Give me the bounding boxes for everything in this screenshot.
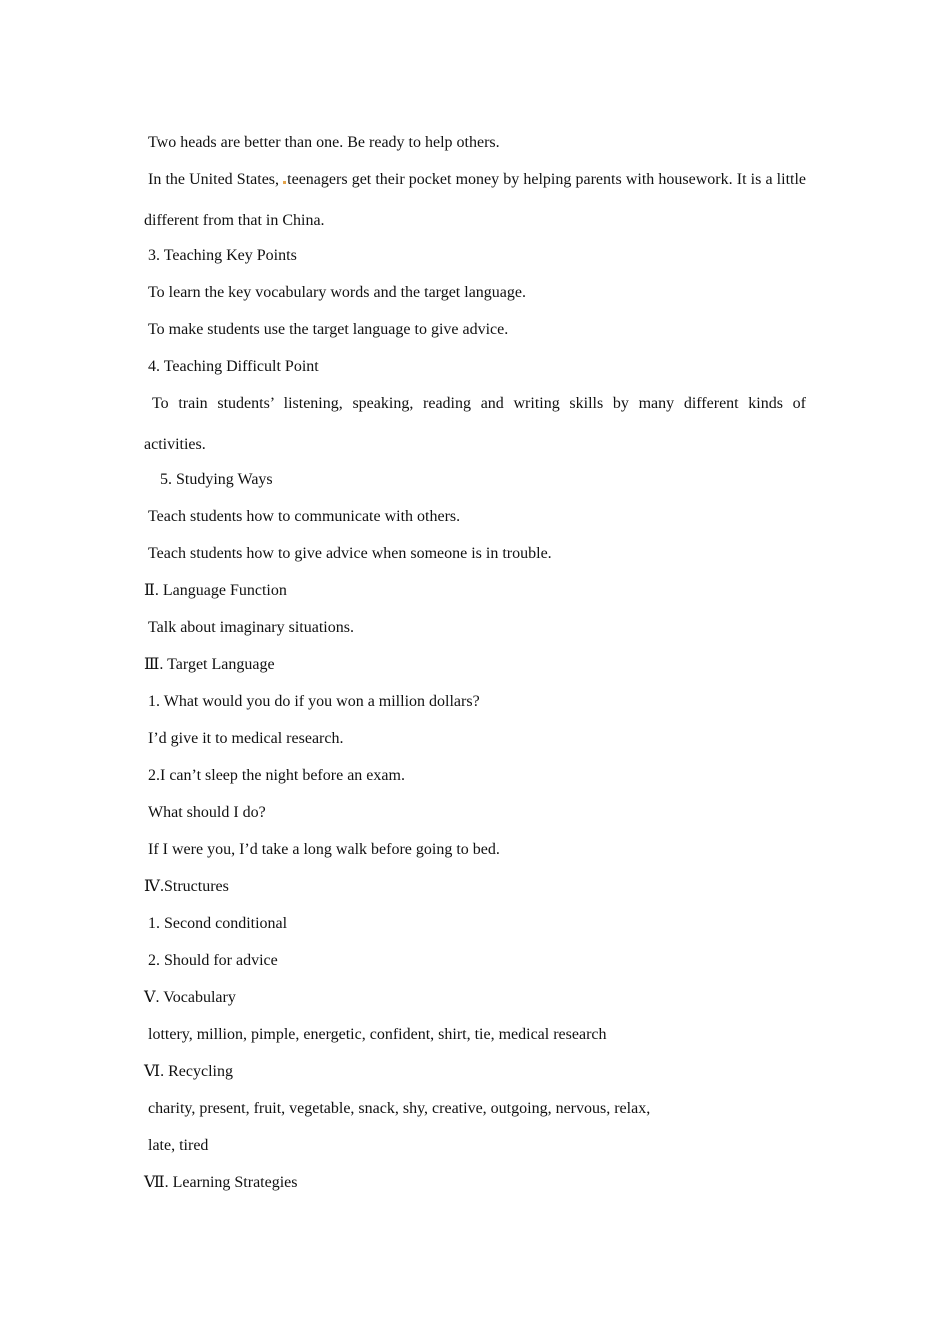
text-line: What should I do? <box>148 804 266 821</box>
text-segment: In the United States, <box>148 171 284 188</box>
section-heading: 4. Teaching Difficult Point <box>148 358 319 375</box>
revision-mark-icon <box>283 181 286 184</box>
text-line: To make students use the target language to give advice. <box>148 321 509 338</box>
section-heading: Ⅱ. Language Function <box>144 582 287 599</box>
text-line: Two heads are better than one. Be ready to help others. <box>148 134 500 151</box>
paragraph-difficult-point: To train students’ listening, speaking, reading and writing skills by many different kinds of activities. <box>144 395 806 453</box>
section-heading: Ⅴ. Vocabulary <box>144 989 236 1006</box>
section-heading: Ⅲ. Target Language <box>144 656 275 673</box>
section-heading: Ⅳ.Structures <box>144 878 229 895</box>
text-line: 2. Should for advice <box>148 952 278 969</box>
text-segment: teenagers get their pocket money by helping parents with housework. It is a little different from that in China. <box>144 171 807 229</box>
text-line: 2.I can’t sleep the night before an exam. <box>148 767 405 784</box>
text-line: If I were you, I’d take a long walk before going to bed. <box>148 841 500 858</box>
section-heading: 3. Teaching Key Points <box>148 247 297 264</box>
text-line: lottery, million, pimple, energetic, confident, shirt, tie, medical research <box>148 1026 607 1043</box>
section-heading: Ⅵ. Recycling <box>144 1063 233 1080</box>
section-heading: Ⅶ. Learning Strategies <box>144 1174 298 1191</box>
text-line: Teach students how to give advice when someone is in trouble. <box>148 545 552 562</box>
paragraph-us-teenagers <box>144 159 806 241</box>
text-line: 1. What would you do if you won a million dollars? <box>148 693 480 710</box>
text-line: I’d give it to medical research. <box>148 730 344 747</box>
text-line: charity, present, fruit, vegetable, snack, shy, creative, outgoing, nervous, relax, <box>148 1100 651 1117</box>
text-line: To learn the key vocabulary words and the target language. <box>148 284 526 301</box>
document-body <box>144 124 806 1201</box>
text-line: 1. Second conditional <box>148 915 288 932</box>
section-heading: 5. Studying Ways <box>160 471 273 488</box>
text-line: late, tired <box>148 1137 209 1154</box>
text-line: Talk about imaginary situations. <box>148 619 354 636</box>
text-line: Teach students how to communicate with others. <box>148 508 461 525</box>
